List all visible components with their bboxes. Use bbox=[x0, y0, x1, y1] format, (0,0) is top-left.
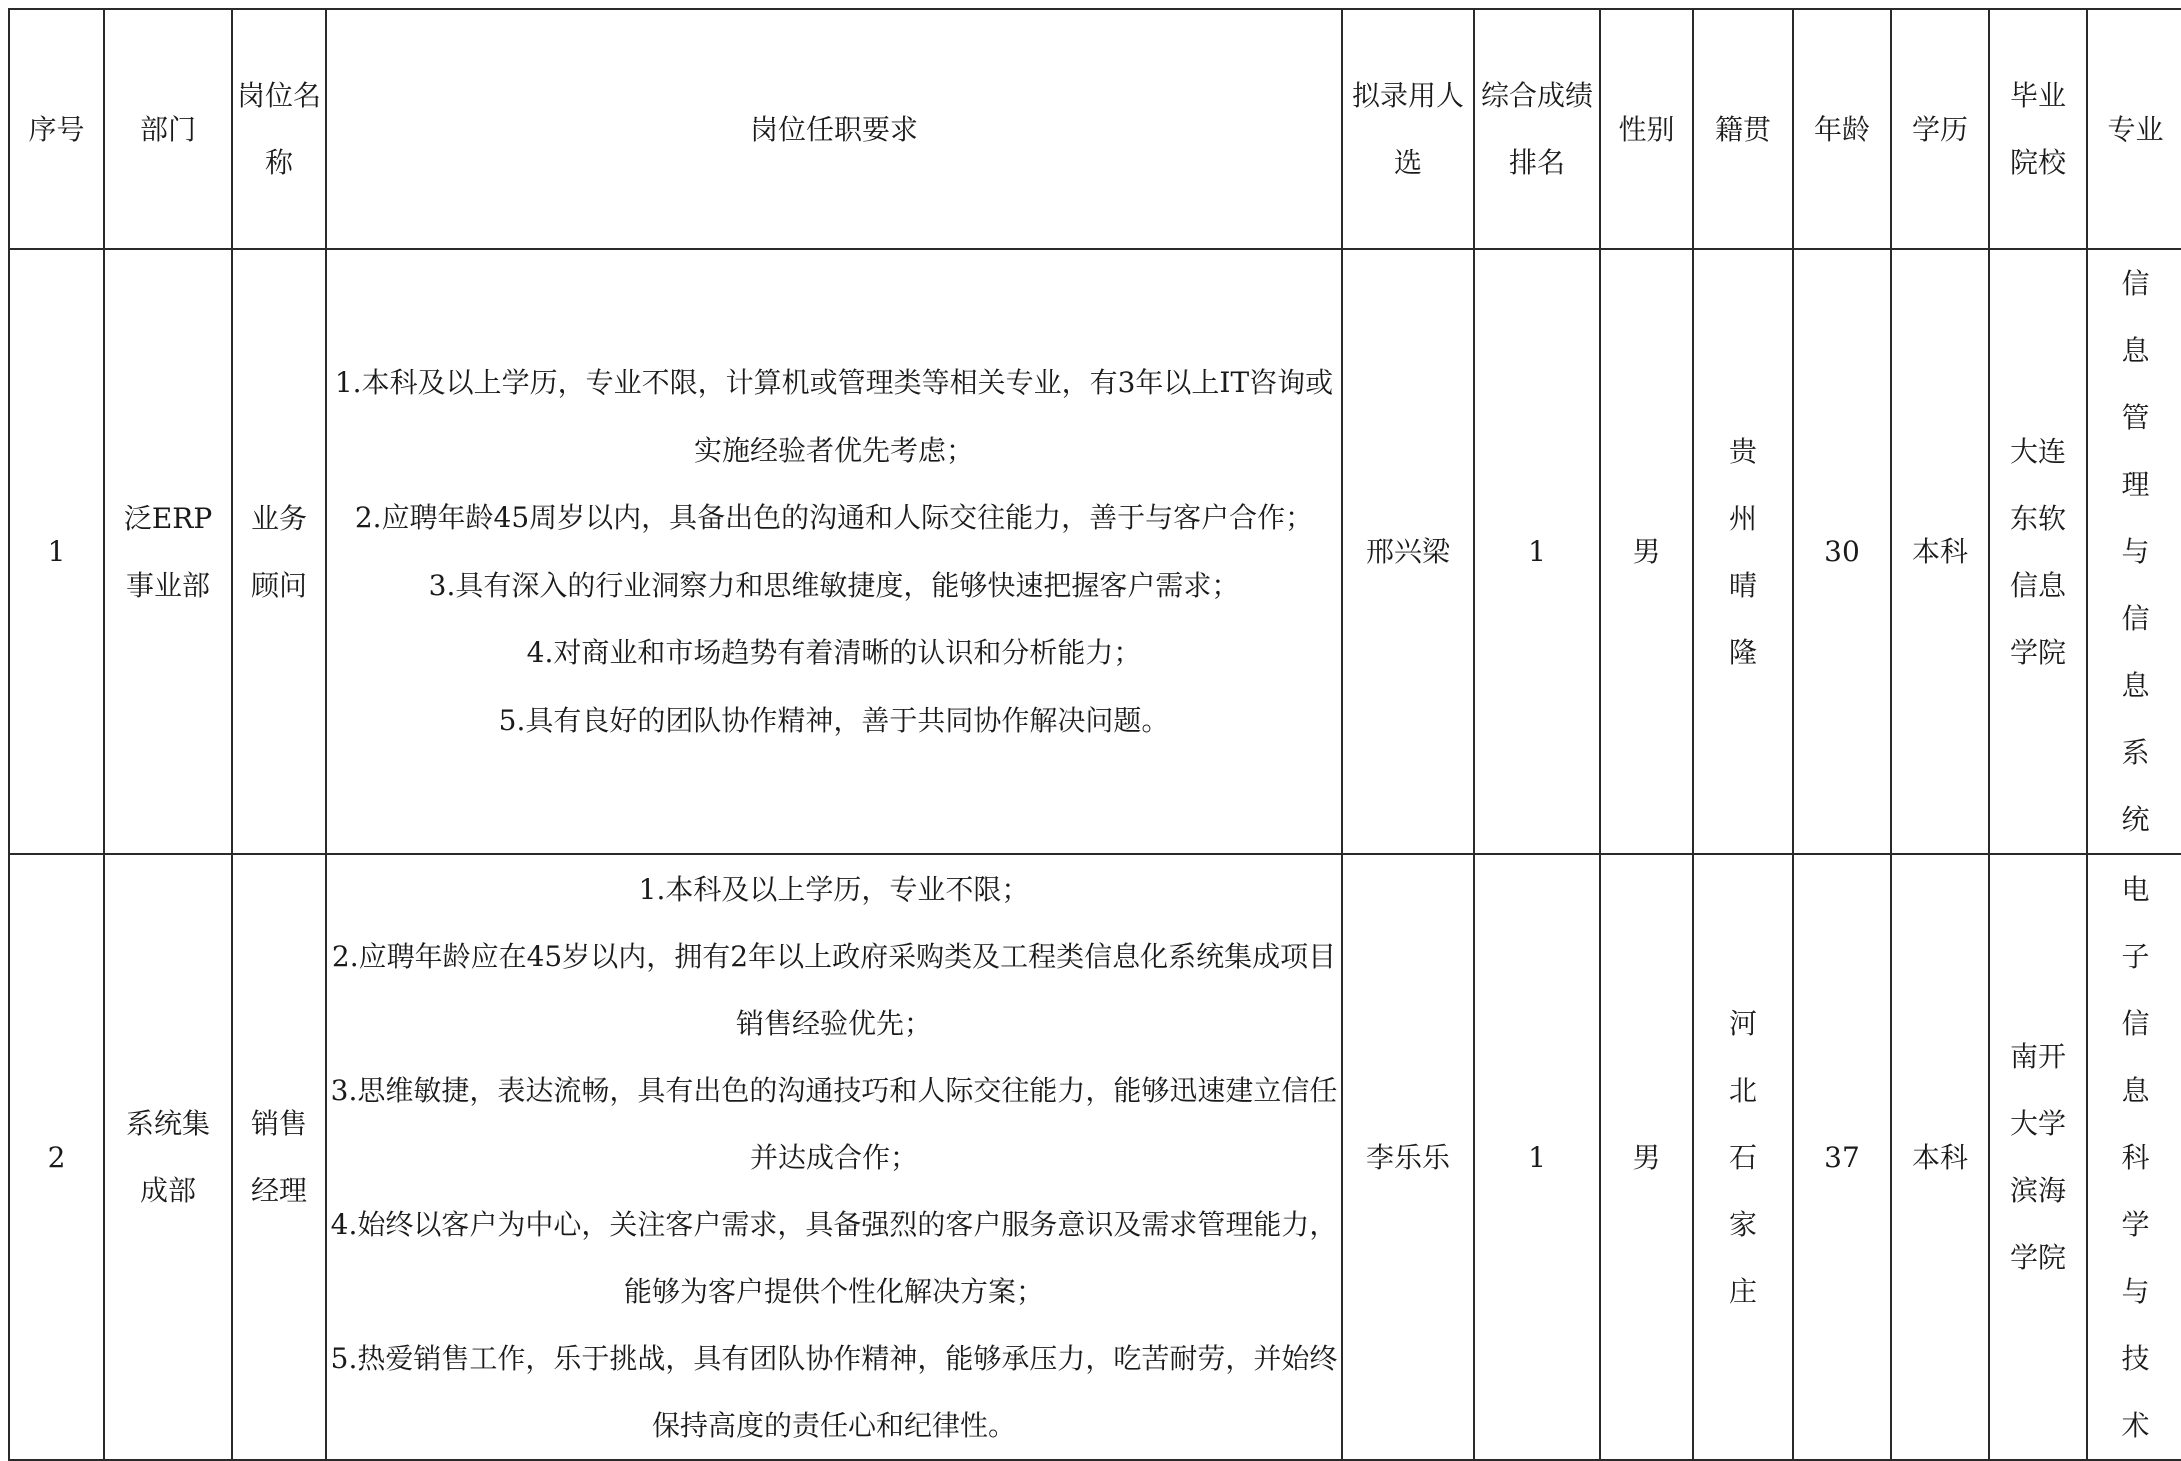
requirement-item: 5.具有良好的团队协作精神，善于共同协作解决问题。 bbox=[498, 703, 1170, 737]
requirement-item: 5.热爱销售工作，乐于挑战，具有团队协作精神，能够承压力，吃苦耐劳，并始终保持高度的责任心和纪律性。 bbox=[330, 1341, 1338, 1442]
header-row bbox=[9, 9, 2181, 249]
cell-candidate: 邢兴梁 bbox=[1342, 249, 1474, 854]
requirement-item: 1.本科及以上学历，专业不限，计算机或管理类等相关专业，有3年以上IT咨询或实施经验者优先考虑； bbox=[334, 366, 1334, 467]
cell-position: 销售经理 bbox=[232, 854, 326, 1460]
requirement-item: 3.具有深入的行业洞察力和思维敏捷度，能够快速把握客户需求； bbox=[428, 568, 1240, 602]
table-row bbox=[9, 854, 2181, 1460]
cell-school: 南开大学滨海学院 bbox=[1989, 854, 2087, 1460]
header-dept: 部门 bbox=[104, 9, 232, 249]
requirement-item: 4.始终以客户为中心，关注客户需求，具备强烈的客户服务意识及需求管理能力，能够为客户提供个性化解决方案； bbox=[330, 1207, 1338, 1308]
cell-rank: 1 bbox=[1474, 854, 1600, 1460]
header-education: 学历 bbox=[1891, 9, 1989, 249]
cell-native-place: 贵州晴隆 bbox=[1693, 249, 1793, 854]
cell-requirements bbox=[326, 854, 1342, 1460]
header-seq: 序号 bbox=[9, 9, 104, 249]
header-candidate: 拟录用人选 bbox=[1342, 9, 1474, 249]
cell-school: 大连东软信息学院 bbox=[1989, 249, 2087, 854]
cell-candidate: 李乐乐 bbox=[1342, 854, 1474, 1460]
cell-age: 30 bbox=[1793, 249, 1891, 854]
requirement-item: 3.思维敏捷，表达流畅，具有出色的沟通技巧和人际交往能力，能够迅速建立信任并达成合作； bbox=[330, 1073, 1338, 1174]
cell-dept: 泛ERP事业部 bbox=[104, 249, 232, 854]
cell-seq: 1 bbox=[9, 249, 104, 854]
header-rank: 综合成绩排名 bbox=[1474, 9, 1600, 249]
cell-native-place: 河北石家庄 bbox=[1693, 854, 1793, 1460]
table-row bbox=[9, 249, 2181, 854]
header-age: 年龄 bbox=[1793, 9, 1891, 249]
header-major: 专业 bbox=[2087, 9, 2181, 249]
cell-gender: 男 bbox=[1600, 249, 1693, 854]
requirement-item: 2.应聘年龄45周岁以内，具备出色的沟通和人际交往能力，善于与客户合作； bbox=[354, 501, 1314, 534]
cell-education: 本科 bbox=[1891, 249, 1989, 854]
recruitment-table bbox=[8, 8, 2181, 1461]
requirement-item: 1.本科及以上学历，专业不限； bbox=[638, 872, 1030, 906]
requirement-item: 4.对商业和市场趋势有着清晰的认识和分析能力； bbox=[526, 636, 1142, 669]
cell-gender: 男 bbox=[1600, 854, 1693, 1460]
cell-rank: 1 bbox=[1474, 249, 1600, 854]
header-gender: 性别 bbox=[1600, 9, 1693, 249]
cell-requirements bbox=[326, 249, 1342, 854]
header-native-place: 籍贯 bbox=[1693, 9, 1793, 249]
header-school: 毕业院校 bbox=[1989, 9, 2087, 249]
header-position: 岗位名称 bbox=[232, 9, 326, 249]
cell-seq: 2 bbox=[9, 854, 104, 1460]
cell-major: 电子信息科学与技术 bbox=[2087, 854, 2181, 1460]
cell-education: 本科 bbox=[1891, 854, 1989, 1460]
requirement-item: 2.应聘年龄应在45岁以内，拥有2年以上政府采购类及工程类信息化系统集成项目销售经验优先； bbox=[331, 939, 1337, 1040]
cell-position: 业务顾问 bbox=[232, 249, 326, 854]
cell-dept: 系统集成部 bbox=[104, 854, 232, 1460]
cell-major: 信息管理与信息系统 bbox=[2087, 249, 2181, 854]
cell-age: 37 bbox=[1793, 854, 1891, 1460]
header-requirements: 岗位任职要求 bbox=[326, 9, 1342, 249]
